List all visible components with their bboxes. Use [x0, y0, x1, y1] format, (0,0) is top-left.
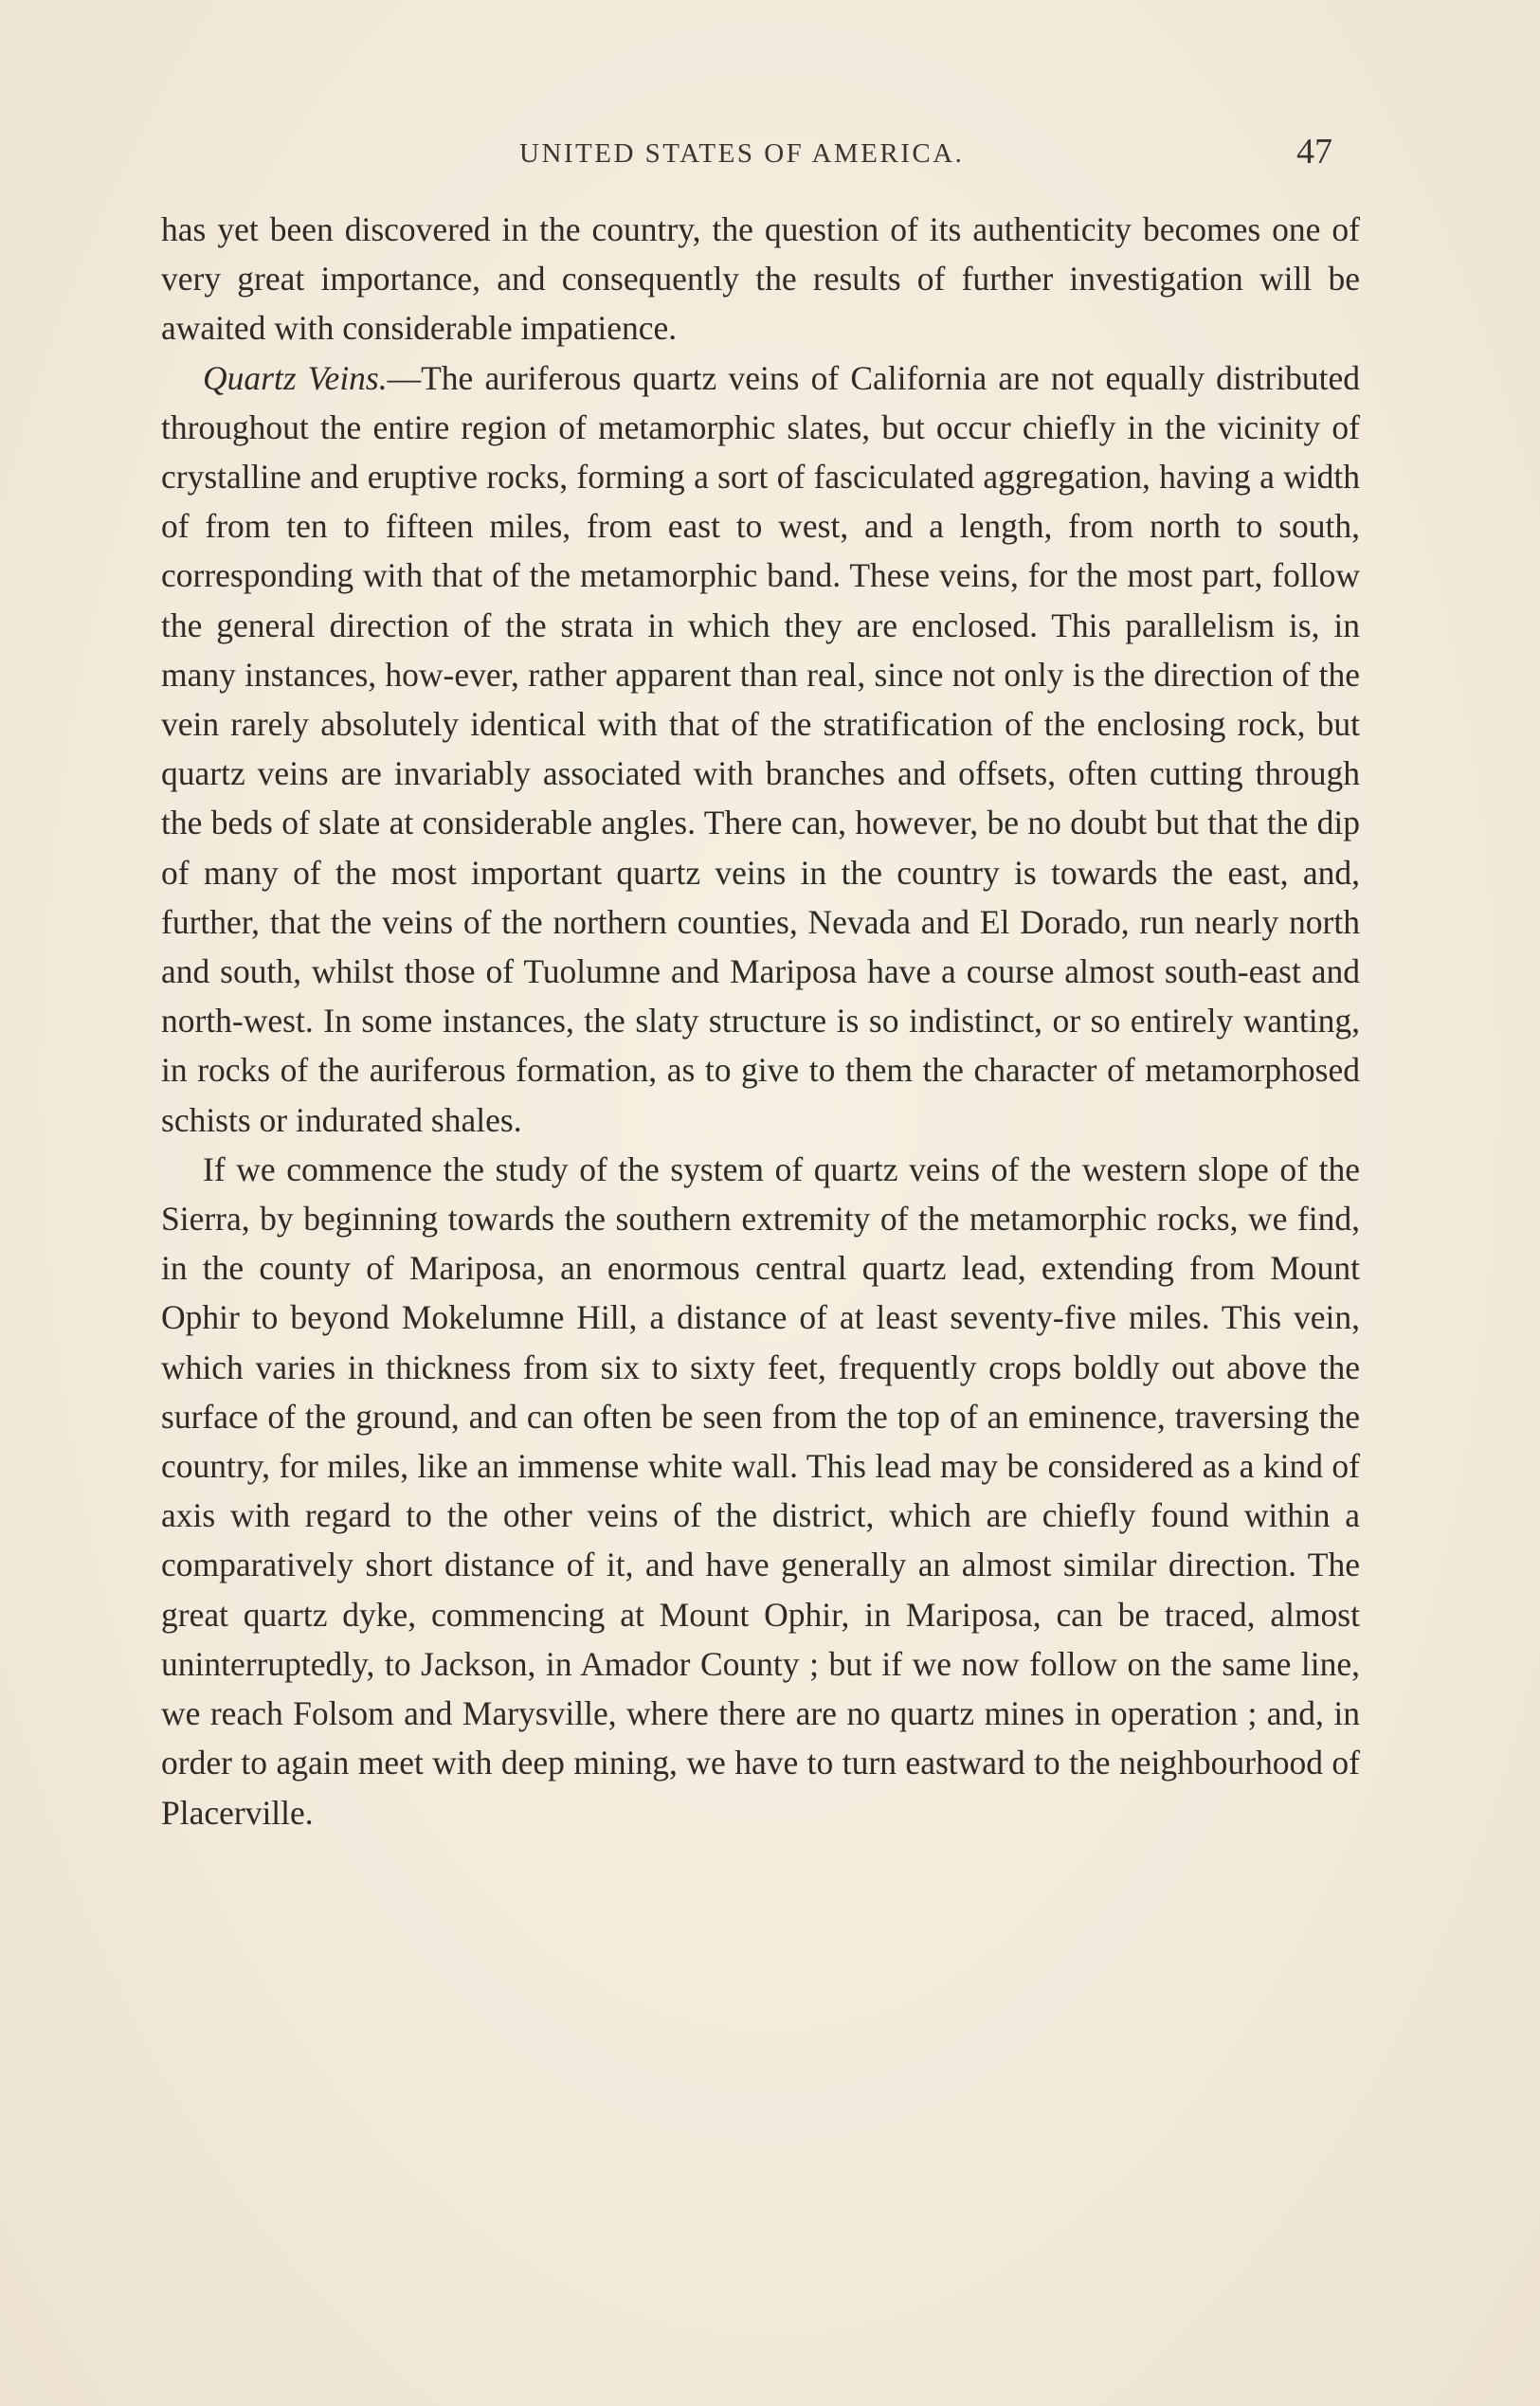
running-head	[0, 131, 1540, 188]
paragraph-continuation: has yet been discovered in the country, the question of its authenticity becomes one of very great importance, and consequently the results of further investigation will be awaited with considerable impatience.	[161, 210, 1360, 348]
paragraph-central-lead: If we commence the study of the system of quartz veins of the western slope of the Sierra, by beginning towards the southern extremity of the metamorphic rocks, we find, in the county of Mariposa, an enormous central quartz lead, extending from Mount Ophir to beyond Mokelumne Hill, a distance of at least seventy-five miles. This vein, which varies in thickness from six to sixty feet, frequently crops boldly out above the surface of the ground, and can often be seen from the top of an eminence, traversing the country, for miles, like an immense white wall. This lead may be considered as a kind of axis with regard to the other veins of the district, which are chiefly found within a comparatively short distance of it, and have generally an almost similar direction. The great quartz dyke, commencing at Mount Ophir, in Mariposa, can be traced, almost uninterruptedly, to Jackson, in Amador County ; but if we now follow on the same line, we reach Folsom and Marysville, where there are no quartz mines in operation ; and, in order to again meet with deep mining, we have to turn eastward to the neighbourhood of Placerville.	[161, 1149, 1360, 1832]
section-side-heading: Quartz Veins.	[203, 358, 388, 397]
body-text	[161, 205, 1360, 1837]
paragraph-quartz-veins	[161, 353, 1360, 1145]
paragraph-quartz-veins-text: —The auriferous quartz veins of California are not equally distributed throughout the entire region of metamorphic slates, but occur chiefly in the vicinity of crystalline and eruptive rocks, forming a sort of fasciculated aggregation, having a width of from ten to fifteen miles, from east to west, and a length, from north to south, corresponding with that of the metamorphic band. These veins, for the most part, follow the general direction of the strata in which they are enclosed. This parallelism is, in many instances, how-ever, rather apparent than real, since not only is the direction of the vein rarely absolutely identical with that of the stratification of the enclosing rock, but quartz veins are invariably associated with branches and offsets, often cutting through the beds of slate at considerable angles. There can, however, be no doubt but that the dip of many of the most important quartz veins in the country is towards the east, and, further, that the veins of the northern counties, Nevada and El Dorado, run nearly north and south, whilst those of Tuolumne and Mariposa have a course almost south-east and north-west. In some instances, the slaty structure is so indistinct, or so entirely wanting, in rocks of the auriferous formation, as to give to them the character of metamorphosed schists or indurated shales.	[161, 358, 1360, 1139]
page-number: 47	[1296, 132, 1332, 172]
running-title: UNITED STATES OF AMERICA.	[519, 138, 965, 169]
